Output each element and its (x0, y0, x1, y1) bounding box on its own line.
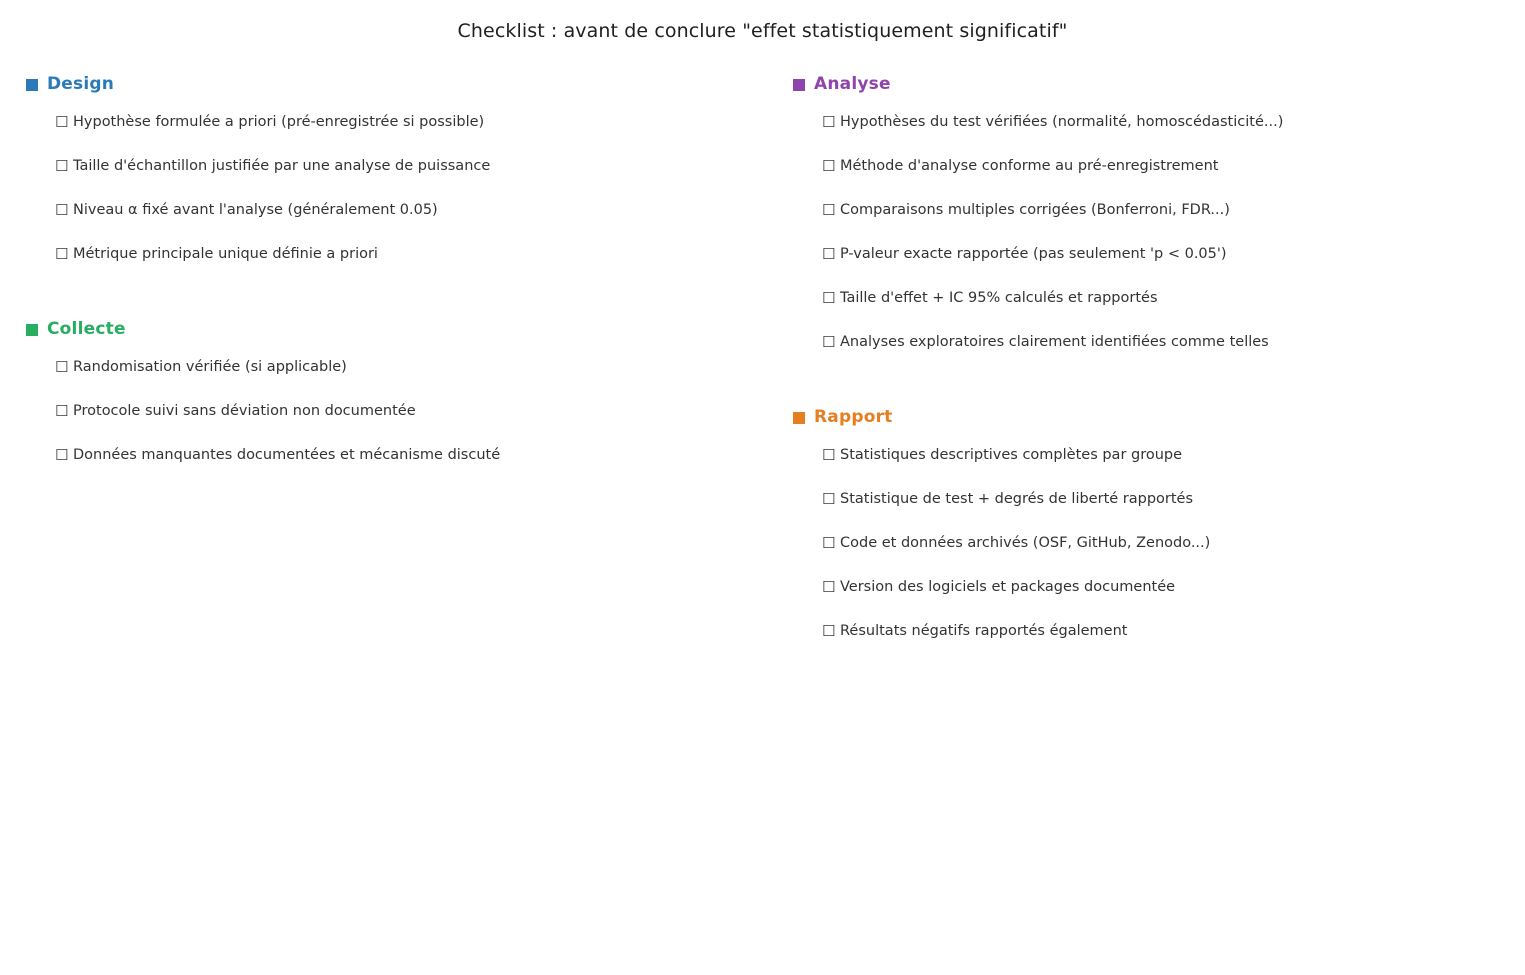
section-title-analyse: Analyse (814, 74, 891, 94)
square-marker-icon (26, 324, 38, 336)
square-marker-icon (26, 79, 38, 91)
checklist-item[interactable] (55, 157, 491, 202)
section-rapport (793, 407, 1211, 640)
checklist-items-analyse (822, 113, 1284, 378)
square-marker-icon (793, 79, 805, 91)
checkbox-empty-icon[interactable]: ☐ (55, 358, 69, 376)
checklist-item-label: Données manquantes documentées et mécanisme discuté (73, 447, 501, 463)
checkbox-empty-icon[interactable]: ☐ (822, 157, 836, 175)
section-header-analyse (793, 74, 891, 94)
checklist-item-label: Protocole suivi sans déviation non documentée (73, 403, 416, 419)
checklist-items-rapport (822, 446, 1211, 667)
section-header-rapport (793, 407, 893, 427)
checklist-item-label: Statistiques descriptives complètes par groupe (840, 447, 1183, 463)
checklist-item[interactable] (55, 245, 378, 290)
checklist-item-label: Code et données archivés (OSF, GitHub, Zenodo...) (840, 535, 1211, 551)
checklist-item-label: Hypothèse formulée a priori (pré-enregistrée si possible) (73, 114, 485, 130)
checkbox-empty-icon[interactable]: ☐ (822, 289, 836, 307)
section-header-design (26, 74, 114, 94)
checklist-item[interactable] (822, 245, 1227, 290)
section-title-rapport: Rapport (814, 407, 893, 427)
checklist-item[interactable] (55, 402, 416, 447)
checklist-item-label: Niveau α fixé avant l'analyse (généralement 0.05) (73, 202, 438, 218)
section-design (26, 74, 491, 263)
checklist-item[interactable] (55, 201, 438, 246)
checklist-item[interactable] (822, 113, 1284, 158)
checkbox-empty-icon[interactable]: ☐ (55, 113, 69, 131)
checkbox-empty-icon[interactable]: ☐ (822, 446, 836, 464)
checklist-items-collecte (55, 358, 501, 491)
checklist-item[interactable] (822, 534, 1211, 579)
checklist-item-label: Résultats négatifs rapportés également (840, 623, 1128, 639)
checkbox-empty-icon[interactable]: ☐ (822, 622, 836, 640)
checklist-item[interactable] (822, 201, 1230, 246)
checklist-item-label: Analyses exploratoires clairement identifiées comme telles (840, 334, 1269, 350)
checkbox-empty-icon[interactable]: ☐ (55, 402, 69, 420)
checklist-item-label: P-valeur exacte rapportée (pas seulement 'p < 0.05') (840, 246, 1227, 262)
checkbox-empty-icon[interactable]: ☐ (822, 245, 836, 263)
checklist-item[interactable] (822, 157, 1219, 202)
checkbox-empty-icon[interactable]: ☐ (822, 201, 836, 219)
checkbox-empty-icon[interactable]: ☐ (55, 157, 69, 175)
section-analyse (793, 74, 1284, 351)
checkbox-empty-icon[interactable]: ☐ (55, 245, 69, 263)
checklist-item-label: Hypothèses du test vérifiées (normalité, homoscédasticité...) (840, 114, 1284, 130)
checkbox-empty-icon[interactable]: ☐ (822, 578, 836, 596)
section-collecte (26, 319, 501, 464)
checkbox-empty-icon[interactable]: ☐ (822, 534, 836, 552)
section-title-design: Design (47, 74, 115, 94)
checklist-item-label: Version des logiciels et packages documentée (840, 579, 1176, 595)
checkbox-empty-icon[interactable]: ☐ (55, 446, 69, 464)
checklist-item-label: Méthode d'analyse conforme au pré-enregistrement (840, 158, 1219, 174)
section-header-collecte (26, 319, 126, 339)
checkbox-empty-icon[interactable]: ☐ (55, 201, 69, 219)
checklist-item[interactable] (822, 490, 1194, 535)
checklist-item[interactable] (55, 446, 501, 491)
checklist-item[interactable] (55, 358, 347, 403)
square-marker-icon (793, 412, 805, 424)
checklist-item[interactable] (55, 113, 485, 158)
checkbox-empty-icon[interactable]: ☐ (822, 333, 836, 351)
checklist-item[interactable] (822, 446, 1183, 491)
checklist-item[interactable] (822, 578, 1176, 623)
checklist-item[interactable] (822, 622, 1128, 667)
checklist-item[interactable] (822, 289, 1158, 334)
page-title: Checklist : avant de conclure "effet statistiquement significatif" (457, 19, 1068, 42)
checklist-item-label: Comparaisons multiples corrigées (Bonferroni, FDR...) (840, 202, 1230, 218)
checklist-item-label: Statistique de test + degrés de liberté rapportés (840, 491, 1194, 507)
checklist-item[interactable] (822, 333, 1269, 378)
checklist-items-design (55, 113, 491, 290)
checklist-item-label: Métrique principale unique définie a priori (73, 246, 378, 262)
checklist-item-label: Randomisation vérifiée (si applicable) (73, 359, 347, 375)
checklist-item-label: Taille d'effet + IC 95% calculés et rapportés (840, 290, 1158, 306)
checkbox-empty-icon[interactable]: ☐ (822, 490, 836, 508)
checkbox-empty-icon[interactable]: ☐ (822, 113, 836, 131)
checklist-item-label: Taille d'échantillon justifiée par une analyse de puissance (73, 158, 491, 174)
section-title-collecte: Collecte (47, 319, 126, 339)
